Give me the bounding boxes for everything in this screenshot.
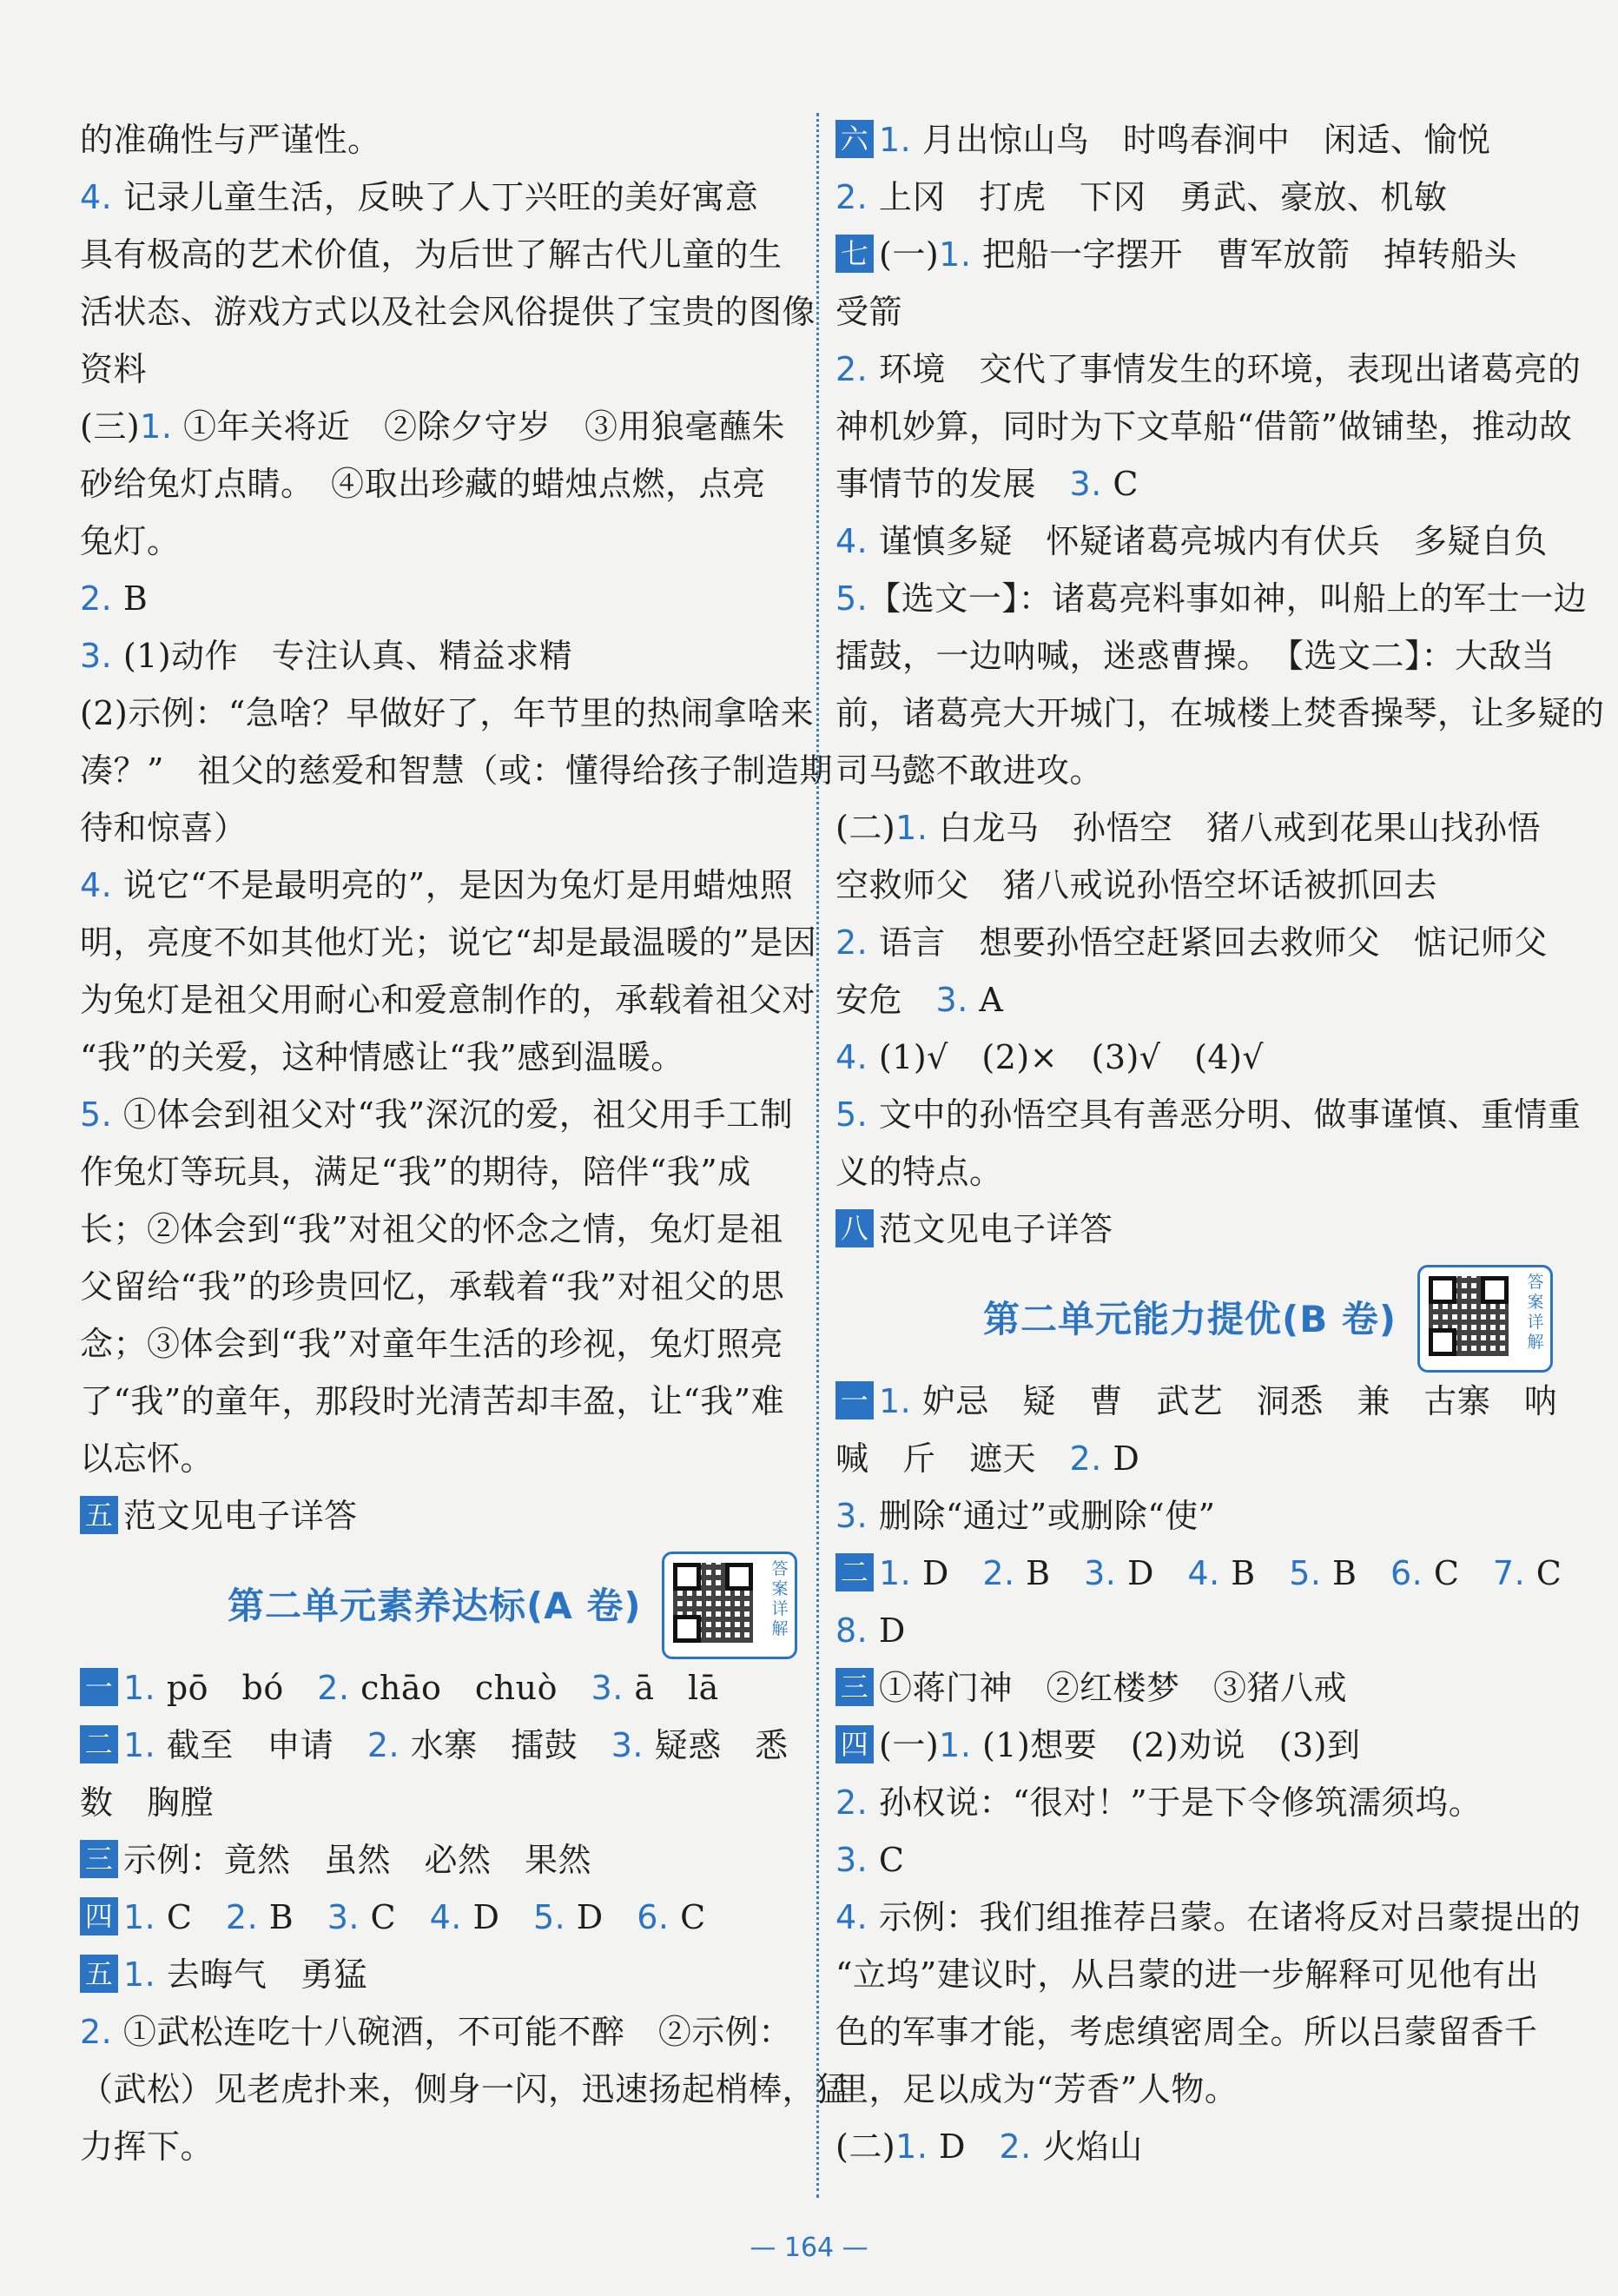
left-answer-line: 父留给“我”的珍贵回忆，承载着“我”对祖父的思 xyxy=(80,1267,785,1306)
section-tag: 六 xyxy=(835,120,874,158)
left-answer-line: 具有极高的艺术价值，为后世了解古代儿童的生 xyxy=(80,235,783,274)
left-answer-line: 明，亮度不如其他灯光；说它“却是最温暖的”是因 xyxy=(80,923,817,962)
unit-b-answer-line: 一 1. 妒忌 疑 曹 武艺 洞悉 兼 古寨 呐 xyxy=(835,1373,1565,1430)
qr-code-b[interactable] xyxy=(1417,1265,1553,1373)
left-answer-line: 4. 记录儿童生活，反映了人丁兴旺的美好寓意 xyxy=(80,178,759,216)
right-answer-line: 5. 文中的孙悟空具有善恶分明、做事谨慎、重情重 xyxy=(835,1095,1582,1134)
section-tag: 七 xyxy=(835,235,874,273)
right-answer-line: 擂鼓，一边呐喊，迷惑曹操。 【选文二】：大敌当 xyxy=(835,637,1555,675)
section-tag: 三 xyxy=(80,1840,118,1878)
unit-b-answer-line: 四 (一)1. (1)想要 (2)劝说 (3)到 xyxy=(835,1717,1565,1774)
unit-b-answer-line: 二 1. D 2. B 3. D 4. B 5. B 6. C 7. C xyxy=(835,1545,1565,1602)
right-answer-line: 2. 环境 交代了事情发生的环境，表现出诸葛亮的 xyxy=(835,350,1582,388)
left-answer-line: 五 范文见电子详答 xyxy=(80,1487,809,1545)
left-answer-line: 砂给兔灯点睛。 ④取出珍藏的蜡烛点燃，点亮 xyxy=(80,465,766,503)
right-answer-line: 六 1. 月出惊山鸟 时鸣春涧中 闲适、愉悦 xyxy=(835,111,1565,169)
section-tag: 四 xyxy=(835,1725,874,1763)
unit-a-answer-line: 一 1. pō bó 2. chāo chuò 3. ā lā xyxy=(80,1659,809,1717)
right-answer-line: 4. 谨慎多疑 怀疑诸葛亮城内有伏兵 多疑自负 xyxy=(835,522,1548,560)
left-answer-line: 长；②体会到“我”对祖父的怀念之情，兔灯是祖 xyxy=(80,1210,783,1248)
section-tag: 五 xyxy=(80,1955,118,1993)
left-answer-line: 为兔灯是祖父用耐心和爱意制作的，承载着祖父对 xyxy=(80,981,816,1019)
right-answer-line: 前，诸葛亮大开城门，在城楼上焚香操琴，让多疑的 xyxy=(835,694,1605,732)
unit-b-answer-line: 色的军事才能，考虑缜密周全。所以吕蒙留香千 xyxy=(835,2013,1538,2051)
unit-a-answer-line: 三 示例：竟然 虽然 必然 果然 xyxy=(80,1831,809,1889)
unit-b-answer-line: 里，足以成为“芳香”人物。 xyxy=(835,2070,1238,2108)
unit-b-answer-line: 喊 斤 遮天 2. D xyxy=(835,1439,1140,1478)
right-answer-line: 2. 上冈 打虎 下冈 勇武、豪放、机敏 xyxy=(835,178,1448,216)
unit-b-answer-line: 4. 示例：我们组推荐吕蒙。在诸将反对吕蒙提出的 xyxy=(835,1898,1582,1936)
unit-a-answer-line: 五 1. 去晦气 勇猛 xyxy=(80,1946,809,2003)
left-answer-line: 作兔灯等玩具，满足“我”的期待，陪伴“我”成 xyxy=(80,1153,751,1191)
right-answer-line: 事情节的发展 3. C xyxy=(835,465,1139,503)
unit-b-answer-line: 8. D xyxy=(835,1611,906,1650)
right-answer-line: 安危 3. A xyxy=(835,981,1004,1019)
right-answer-line: 2. 语言 想要孙悟空赶紧回去救师父 惦记师父 xyxy=(835,923,1548,962)
unit-b-answer-line: 三 ①蒋门神 ②红楼梦 ③猪八戒 xyxy=(835,1659,1565,1717)
qr-label: 答案详解 xyxy=(1527,1273,1544,1352)
left-answer-line: 3. (1)动作 专注认真、精益求精 xyxy=(80,637,573,675)
right-answer-line: 5.【选文一】：诸葛亮料事如神，叫船上的军士一边 xyxy=(835,579,1588,618)
right-answer-line: 受箭 xyxy=(835,293,903,331)
left-answer-line: 2. B xyxy=(80,579,149,618)
unit-b-answer-line: “立坞”建议时，从吕蒙的进一步解释可见他有出 xyxy=(835,1955,1539,1994)
column-divider xyxy=(816,113,819,2198)
left-answer-line: 4. 说它“不是最明亮的”，是因为兔灯是用蜡烛照 xyxy=(80,866,794,904)
section-tag: 一 xyxy=(835,1381,874,1419)
unit-b-answer-line: (二)1. D 2. 火焰山 xyxy=(835,2127,1143,2166)
left-answer-line: (2)示例：“急啥？早做好了，年节里的热闹拿啥来 xyxy=(80,694,815,732)
right-column xyxy=(835,111,1605,2175)
unit-a-answer-line: 四 1. C 2. B 3. C 4. D 5. D 6. C xyxy=(80,1889,809,1946)
qr-code-a[interactable] xyxy=(662,1552,797,1659)
unit-a-title: 第二单元素养达标(A 卷) xyxy=(228,1585,642,1627)
right-answer-line: 七 (一)1. 把船一字摆开 曹军放箭 掉转船头 xyxy=(835,226,1565,283)
page-number: — 164 — xyxy=(750,2233,868,2263)
section-tag: 八 xyxy=(835,1209,874,1247)
unit-a-header xyxy=(80,1545,809,1659)
left-answer-line: 凑？” 祖父的慈爱和智慧（或：懂得给孩子制造期 xyxy=(80,751,833,790)
right-answer-line: (二)1. 白龙马 孙悟空 猪八戒到花果山找孙悟 xyxy=(835,809,1542,847)
left-column xyxy=(80,111,849,2175)
left-answer-line: (三)1. ①年关将近 ②除夕守岁 ③用狼毫蘸朱 xyxy=(80,407,786,446)
unit-a-answer-line: （武松）见老虎扑来，侧身一闪，迅速扬起梢棒，猛 xyxy=(80,2070,849,2108)
right-answer-line: 神机妙算，同时为下文草船“借箭”做铺垫，推动故 xyxy=(835,407,1573,446)
unit-a-answer-line: 二 1. 截至 申请 2. 水寨 擂鼓 3. 疑惑 悉 xyxy=(80,1717,809,1774)
left-answer-line: 待和惊喜） xyxy=(80,809,248,847)
unit-a-answer-line: 2. ①武松连吃十八碗酒，不可能不醉 ②示例： xyxy=(80,2013,792,2051)
section-tag: 四 xyxy=(80,1897,118,1935)
unit-b-answer-line: 3. C xyxy=(835,1841,905,1879)
qr-label: 答案详解 xyxy=(771,1559,789,1638)
right-answer-line: 司马懿不敢进攻。 xyxy=(835,751,1104,790)
left-answer-line: 兔灯。 xyxy=(80,522,181,560)
section-tag: 一 xyxy=(80,1668,118,1706)
left-answer-line: “我”的关爱，这种情感让“我”感到温暖。 xyxy=(80,1038,684,1076)
right-answer-line: 4. (1)√ (2)× (3)√ (4)√ xyxy=(835,1038,1265,1076)
unit-a-answer-line: 数 胸膛 xyxy=(80,1783,215,1822)
left-answer-line: 以忘怀。 xyxy=(80,1439,215,1478)
unit-b-answer-line: 2. 孙权说：“很对！”于是下令修筑濡须坞。 xyxy=(835,1783,1483,1822)
section-tag: 五 xyxy=(80,1496,118,1534)
left-answer-line: 了“我”的童年，那段时光清苦却丰盈，让“我”难 xyxy=(80,1382,785,1420)
section-tag: 二 xyxy=(80,1725,118,1763)
unit-a-answer-line: 力挥下。 xyxy=(80,2127,215,2166)
unit-b-answer-line: 3. 删除“通过”或删除“使” xyxy=(835,1497,1216,1535)
right-answer-line: 八 范文见电子详答 xyxy=(835,1201,1565,1258)
section-tag: 三 xyxy=(835,1668,874,1706)
right-answer-line: 空救师父 猪八戒说孙悟空坏话被抓回去 xyxy=(835,866,1438,904)
section-tag: 二 xyxy=(835,1553,874,1591)
unit-b-title: 第二单元能力提优(B 卷) xyxy=(983,1298,1397,1340)
left-answer-line: 活状态、游戏方式以及社会风俗提供了宝贵的图像 xyxy=(80,293,816,331)
left-answer-line: 资料 xyxy=(80,350,148,388)
left-answer-line: 5. ①体会到祖父对“我”深沉的爱，祖父用手工制 xyxy=(80,1095,794,1134)
right-answer-line: 义的特点。 xyxy=(835,1153,1003,1191)
unit-b-header xyxy=(835,1258,1565,1373)
left-answer-line: 念；③体会到“我”对童年生活的珍视，兔灯照亮 xyxy=(80,1325,783,1363)
left-answer-line: 的准确性与严谨性。 xyxy=(80,121,381,159)
